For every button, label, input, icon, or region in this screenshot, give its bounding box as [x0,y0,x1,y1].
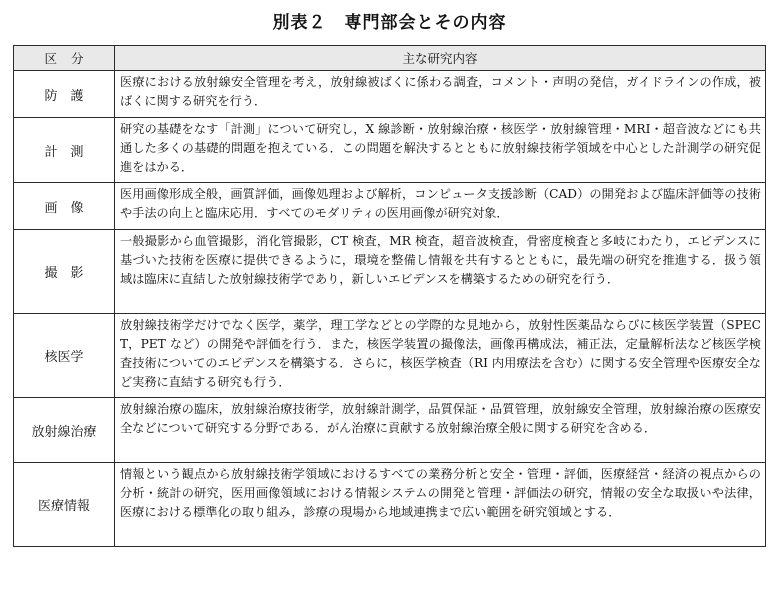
row-content-text: 放射線技術学だけでなく医学，薬学，理工学などとの学際的な見地から，放射性医薬品ならびに核医学装置（SPECT，PET など）の開発や評価を行う．また，核医学装置の撮像法，画像再構成法，補正法，定量解析法など核医学検査技術についてのエビデンスを構築する．さらに，核医学検査（RI 内用療法を含む）に関する安全管理や医療安全など実務に直結する研究も行う． [115,314,766,398]
table-row [14,314,766,398]
row-content-text: 医用画像形成全般，画質評価，画像処理および解析，コンピュータ支援診断（CAD）の開発および臨床評価等の技術や手法の向上と臨床応用．すべてのモダリティの医用画像が研究対象． [115,183,766,230]
row-area-label: 撮影 [14,230,115,314]
table-header-row [14,46,766,71]
row-area-label: 画像 [14,183,115,230]
row-content-text: 放射線治療の臨床，放射線治療技術学，放射線計測学，品質保証・品質管理，放射線安全管理，放射線治療の医療安全などについて研究する分野である．がん治療に貢献する放射線治療全般に関する研究を含める． [115,398,766,463]
row-content-text: 研究の基礎をなす「計測」について研究し，X 線診断・放射線治療・核医学・放射線管理・MRI・超音波などにも共通した多くの基礎的問題を抱えている．この問題を解決するとともに放射線技術学領域を中心とした計測学の研究促進をはかる． [115,118,766,183]
committee-table [13,45,766,547]
row-content-text: 情報という観点から放射線技術学領域におけるすべての業務分析と安全・管理・評価，医療経営・経済の視点からの分析・統計の研究，医用画像領域における情報システムの開発と管理・評価法の研究，情報の安全な取扱いや法律，医療における標準化の取り組み，診療の現場から地域連携まで広い範囲を研究領域とする． [115,463,766,547]
table-row [14,71,766,118]
table-row [14,118,766,183]
row-area-label: 放射線治療 [14,398,115,463]
table-row [14,463,766,547]
table-row [14,183,766,230]
header-content: 主な研究内容 [115,46,766,71]
row-content-text: 一般撮影から血管撮影，消化管撮影，CT 検査，MR 検査，超音波検査，骨密度検査と多岐にわたり，エビデンスに基づいた技術を医療に提供できるように，環境を整備し情報を共有するとともに，最先端の研究を推進する．扱う領域は臨床に直結した放射線技術学であり，新しいエビデンスを構築するための研究を行う． [115,230,766,314]
header-area: 区分 [14,46,115,71]
row-content-text: 医療における放射線安全管理を考え，放射線被ばくに係わる調査，コメント・声明の発信，ガイドラインの作成，被ばくに関する研究を行う． [115,71,766,118]
table-row [14,230,766,314]
row-area-label: 計測 [14,118,115,183]
row-area-label: 医療情報 [14,463,115,547]
row-area-label: 防護 [14,71,115,118]
row-area-label: 核医学 [14,314,115,398]
page-title: 別表２ 専門部会とその内容 [272,13,507,33]
table-row [14,398,766,463]
